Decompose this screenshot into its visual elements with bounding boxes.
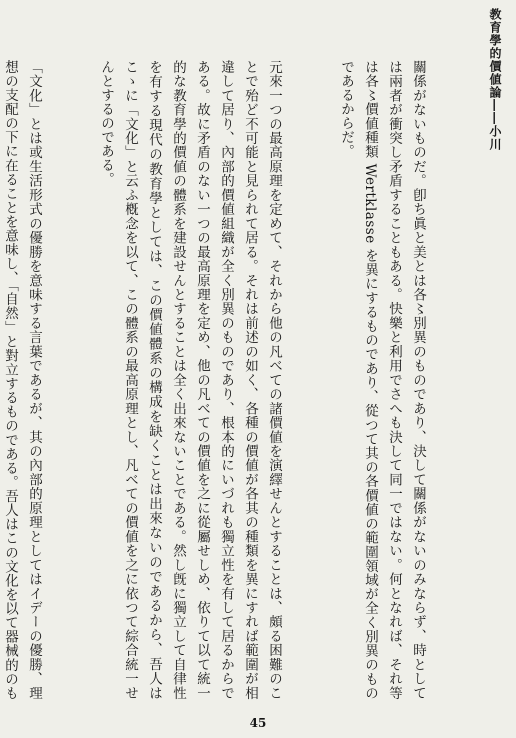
page-number: 45 <box>249 716 267 730</box>
paragraph: 關係がないものだ。卽ち眞と美とは各〻別異のものであり、決して關係がないのみならず、時としては兩者が衝突し矛盾することもある。快樂と利用でさへも決して同一ではない。何となれば、それ等は各〻價値種類 Wertklasse を異にするものであり、從つて其の各價値の範圍領域が全く別異のものであるからだ。 <box>338 60 426 701</box>
body-text <box>2 60 478 701</box>
paragraph: 「文化」とは或生活形式の優勝を意味する言葉であるが、其の內部的原理としてはイデーの優勝、理想の支配の下に在ることを意味し、「自然」と對立するものである。吾人はこの文化を以て器械的のも <box>2 60 42 700</box>
paragraph: 元來一つの最高原理を定めて、それから他の凡べての諸價値を演繹せんとすることは、頗る困難のことで殆ど不可能と見られて居る。それは前述の如く、各種の價値が各其の種類を異にすれば範圍が相違して居り、內部的價値組織が全く別異のものであり、根本的にいづれも獨立性を有して居るからである。故に矛盾のない一つの最高原理を定め、他の凡べての價値を之に從屬せしめ、依りて以て統一的な教育學的價値の體系を建設せんとすることは全く出來ないことである。然し旣に獨立して自律性を有する現代の教育學としては、この價値體系の構成を缺くことは出來ないのであるから、吾人はこゝに「文化」と云ふ槪念を以て、この體系の最高原理とし、凡べての價値を之に依つて綜合統一せんとするのである。 <box>98 60 282 701</box>
running-header: 教育學的價値論――小川 <box>488 8 502 151</box>
